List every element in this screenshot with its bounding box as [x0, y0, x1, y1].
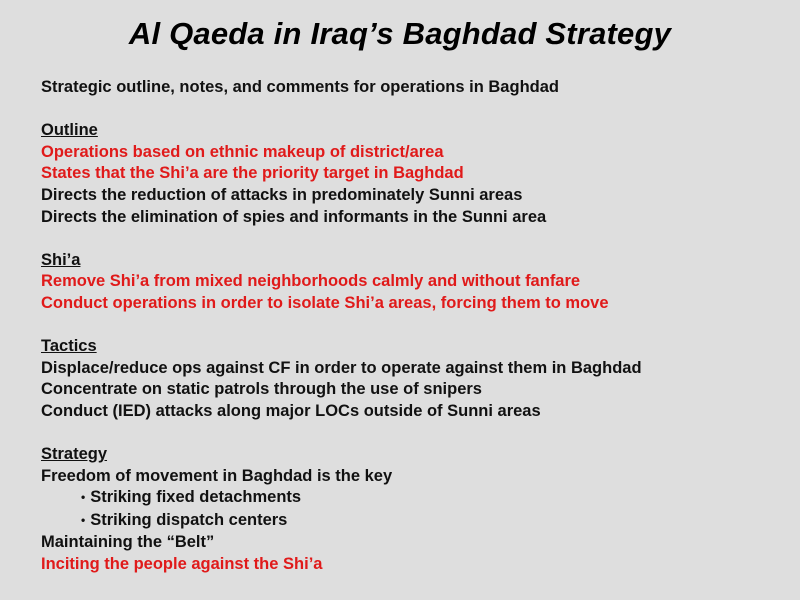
slide-title: Al Qaeda in Iraq’s Baghdad Strategy: [128, 16, 672, 51]
strategy-sub-item: [41, 487, 781, 510]
spacer: [41, 228, 781, 250]
strategy-sub-item-text: Striking fixed detachments: [90, 488, 302, 507]
shia-item: Conduct operations in order to isolate Shi’a areas, forcing them to move: [41, 293, 609, 312]
shia-heading: Shi’a: [41, 250, 81, 269]
spacer: [41, 423, 781, 445]
tactics-item: Displace/reduce ops against CF in order to operate against them in Baghdad: [41, 358, 642, 377]
bullet-icon: •: [81, 512, 86, 527]
spacer: [41, 315, 781, 337]
outline-item: Directs the reduction of attacks in predominately Sunni areas: [41, 185, 523, 204]
strategy-heading: Strategy: [41, 445, 108, 464]
strategy-sub-item-text: Striking dispatch centers: [90, 510, 288, 529]
tactics-heading: Tactics: [41, 337, 97, 356]
outline-item: Operations based on ethnic makeup of district/area: [41, 142, 444, 161]
spacer: [41, 99, 781, 121]
shia-item: Remove Shi’a from mixed neighborhoods calmly and without fanfare: [41, 272, 581, 291]
strategy-item: Inciting the people against the Shi’a: [41, 555, 323, 574]
outline-heading: Outline: [41, 121, 98, 140]
outline-item: Directs the elimination of spies and informants in the Sunni area: [41, 207, 547, 226]
strategy-item: Maintaining the “Belt”: [41, 533, 215, 552]
strategy-sub-item: [41, 510, 781, 533]
tactics-item: Conduct (IED) attacks along major LOCs outside of Sunni areas: [41, 401, 541, 420]
tactics-item: Concentrate on static patrols through the use of snipers: [41, 380, 482, 399]
intro-text: Strategic outline, notes, and comments for operations in Baghdad: [41, 78, 559, 96]
slide-body: [41, 77, 781, 576]
strategy-item: Freedom of movement in Baghdad is the key: [41, 466, 393, 485]
bullet-icon: •: [81, 490, 86, 505]
outline-item: States that the Shi’a are the priority target in Baghdad: [41, 164, 464, 183]
